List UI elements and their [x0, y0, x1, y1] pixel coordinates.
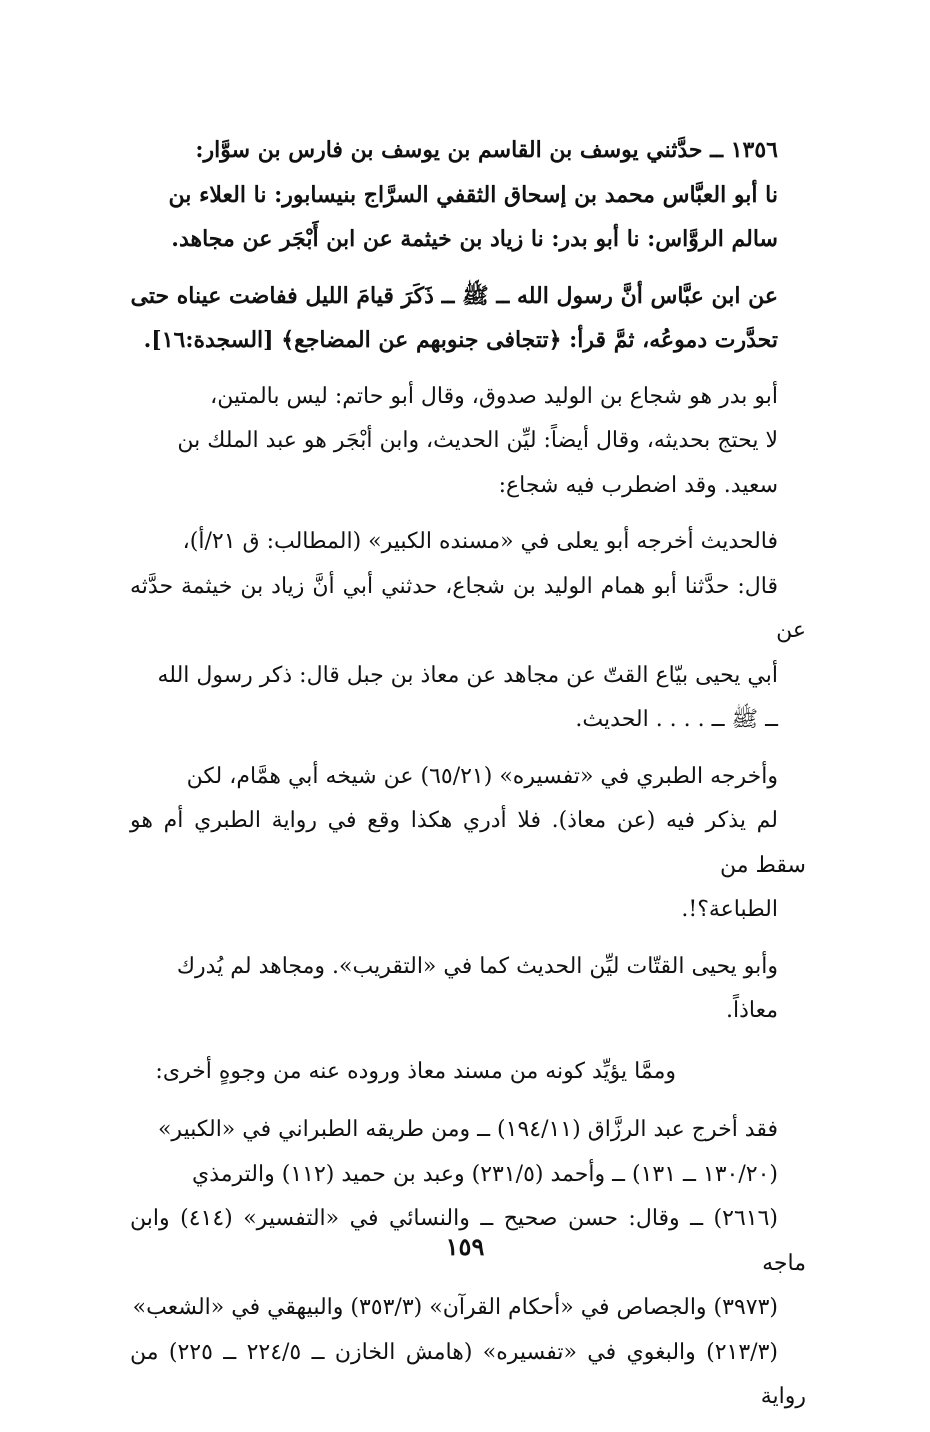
text-line: ١٣٥٦ ــ حدَّثني يوسف بن القاسم بن يوسف بن فارس بن سوَّار:	[195, 137, 778, 163]
text-line: (٢٦١٦) ــ وقال: حسن صحيح ــ والنسائي في «التفسير» (٤١٤) وابن ماجه	[130, 1206, 806, 1276]
hadith-isnad-paragraph	[130, 128, 806, 262]
text-line: ــ ﷺ ــ . . . . الحديث.	[575, 707, 778, 732]
text-line: فالحديث أخرجه أبو يعلى في «مسنده الكبير» (المطالب: ق ٢١/أ)،	[182, 529, 778, 554]
text-line: وأخرجه الطبري في «تفسيره» (٦٥/٢١) عن شيخه أبي همَّام، لكن	[186, 763, 778, 789]
text-line: تحدَّرت دموعُه، ثمَّ قرأ: ﴿تتجافى جنوبهم عن المضاجع﴾ [السجدة:١٦].	[143, 327, 778, 353]
text-line: قال: حدَّثنا أبو همام الوليد بن شجاع، حدثني أبي أنَّ زياد بن خيثمة حدَّثه عن	[130, 573, 806, 643]
text-line: (١٣٠/٢٠ ــ ١٣١) ــ وأحمد (٢٣١/٥) وعبد بن حميد (١١٢) والترمذي	[191, 1161, 778, 1187]
text-line: (٣٩٧٣) والجصاص في «أحكام القرآن» (٣٥٣/٣) والبيهقي في «الشعب»	[132, 1295, 778, 1320]
text-line: عن ابن عبَّاس أنَّ رسول الله ــ ﷺ ــ ذَكَرَ قيامَ الليل ففاضت عيناه حتى	[130, 282, 778, 309]
text-line: وممَّا يؤيِّد كونه من مسند معاذ وروده عنه من وجوهٍ أخرى:	[155, 1058, 676, 1084]
text-line: (٢١٣/٣) والبغوي في «تفسيره» (هامش الخازن ــ ٢٢٤/٥ ــ ٢٢٥) من رواية	[130, 1339, 806, 1409]
text-line: سالم الروَّاس: نا أبو بدر: نا زياد بن خيثمة عن ابن أَبْجَر عن مجاهد.	[171, 226, 778, 252]
commentary-paragraph	[130, 375, 806, 509]
text-line: معاذاً.	[725, 998, 778, 1023]
commentary-paragraph	[130, 1050, 806, 1095]
text-line: نا أبو العبَّاس محمد بن إسحاق الثقفي السرَّاج بنيسابور: نا العلاء بن	[168, 181, 778, 208]
text-line: أبي يحيى بيّاع القتّ عن مجاهد عن معاذ بن جبل قال: ذكر رسول الله	[157, 662, 778, 688]
commentary-paragraph	[130, 945, 806, 1034]
text-line: وأبو يحيى القتّات ليِّن الحديث كما في «التقريب». ومجاهد لم يُدرك	[176, 953, 778, 979]
hadith-matn-paragraph	[130, 274, 806, 363]
text-line: الطباعة؟!.	[681, 897, 778, 922]
commentary-paragraph	[130, 755, 806, 933]
commentary-paragraph	[130, 1108, 806, 1420]
text-line: لا يحتج بحديثه، وقال أيضاً: ليِّن الحديث، وابن أبْجَر هو عبد الملك بن	[177, 428, 778, 453]
text-line: سعيد. وقد اضطرب فيه شجاع:	[498, 472, 778, 498]
text-line: لم يذكر فيه (عن معاذ). فلا أدري هكذا وقع في رواية الطبري أم هو سقط من	[130, 808, 806, 878]
text-line: أبو بدر هو شجاع بن الوليد صدوق، وقال أبو حاتم: ليس بالمتين،	[210, 383, 778, 409]
page-number: ١٥٩	[445, 1232, 485, 1261]
commentary-paragraph	[130, 520, 806, 743]
text-line: فقد أخرج عبد الرزَّاق (١٩٤/١١) ــ ومن طريقه الطبراني في «الكبير»	[157, 1117, 778, 1142]
